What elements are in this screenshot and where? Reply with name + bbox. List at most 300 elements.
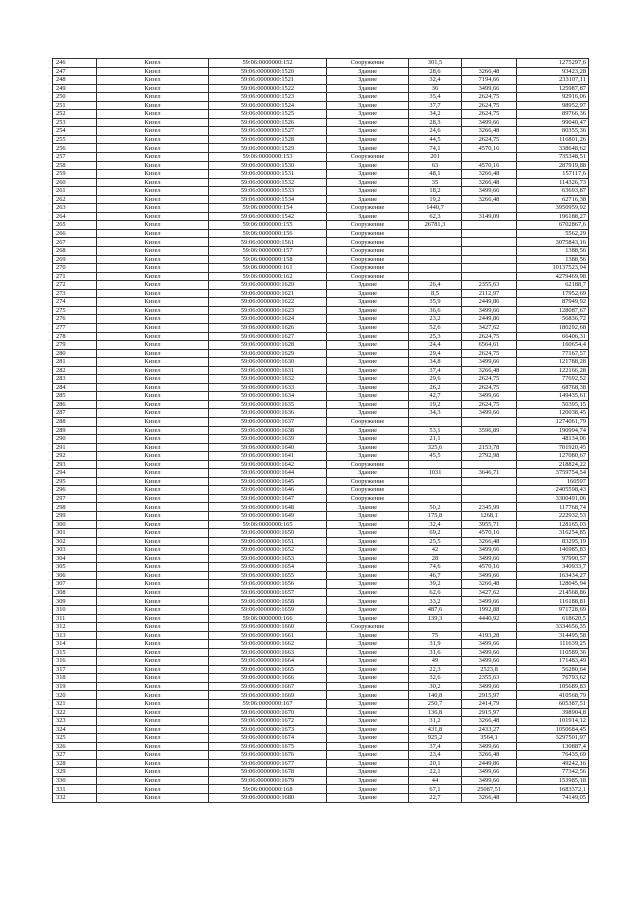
table-row — [53, 67, 589, 76]
cadastral-value-cell: 127080,67 — [517, 452, 589, 461]
cadastral-value-cell: 80355,36 — [517, 127, 589, 136]
cadastral-value-cell: 3950959,92 — [517, 204, 589, 213]
cadastral-value-cell: 74149,05 — [517, 794, 589, 803]
unit-rate-cell: 2414,79 — [462, 700, 517, 709]
cadastral-number-cell: 59:06:0000000:161 — [209, 264, 327, 273]
cadastral-number-cell: 59:06:0000000:1638 — [209, 426, 327, 435]
cadastral-value-cell: 153985,18 — [517, 776, 589, 785]
cadastral-value-cell: 77342,56 — [517, 768, 589, 777]
row-number-cell: 271 — [53, 272, 97, 281]
cadastral-value-cell: 105689,83 — [517, 682, 589, 691]
object-type-cell: Сооружение — [327, 221, 409, 230]
object-type-cell: Здание — [327, 537, 409, 546]
cadastral-number-cell: 59:06:0000000:1637 — [209, 417, 327, 426]
cadastral-number-cell: 59:06:0000000:1641 — [209, 452, 327, 461]
object-type-cell: Сооружение — [327, 272, 409, 281]
area-cell — [409, 247, 462, 256]
cadastral-value-cell: 125987,87 — [517, 84, 589, 93]
object-type-cell: Здание — [327, 631, 409, 640]
cadastral-value-cell: 149435,61 — [517, 392, 589, 401]
table-row — [53, 708, 589, 717]
object-type-cell: Здание — [327, 383, 409, 392]
unit-rate-cell: 3499,66 — [462, 648, 517, 657]
unit-rate-cell: 2624,75 — [462, 135, 517, 144]
unit-rate-cell: 1268,1 — [462, 511, 517, 520]
cadastral-value-cell: 214568,86 — [517, 588, 589, 597]
cadastral-value-cell: 3075843,16 — [517, 238, 589, 247]
locality-cell: Кизел — [97, 435, 209, 444]
object-type-cell: Здание — [327, 135, 409, 144]
area-cell: 48,1 — [409, 170, 462, 179]
locality-cell: Кизел — [97, 486, 209, 495]
unit-rate-cell: 2112,97 — [462, 289, 517, 298]
unit-rate-cell: 2624,75 — [462, 400, 517, 409]
table-body — [53, 59, 589, 803]
cadastral-value-cell: 122166,28 — [517, 366, 589, 375]
row-number-cell: 265 — [53, 221, 97, 230]
cadastral-number-cell: 59:06:0000000:156 — [209, 229, 327, 238]
table-row — [53, 272, 589, 281]
unit-rate-cell: 3499,66 — [462, 768, 517, 777]
area-cell: 67,1 — [409, 785, 462, 794]
object-type-cell: Сооружение — [327, 153, 409, 162]
cadastral-value-cell: 735348,51 — [517, 153, 589, 162]
cadastral-number-cell: 59:06:0000000:165 — [209, 520, 327, 529]
table-row — [53, 537, 589, 546]
object-type-cell: Сооружение — [327, 264, 409, 273]
object-type-cell: Здание — [327, 742, 409, 751]
area-cell: 44 — [409, 776, 462, 785]
area-cell: 30,2 — [409, 682, 462, 691]
cadastral-number-cell: 59:06:0000000:1628 — [209, 341, 327, 350]
table-row — [53, 238, 589, 247]
locality-cell: Кизел — [97, 93, 209, 102]
locality-cell: Кизел — [97, 794, 209, 803]
cadastral-value-cell: 196188,27 — [517, 212, 589, 221]
cadastral-number-cell: 59:06:0000000:153 — [209, 153, 327, 162]
locality-cell: Кизел — [97, 118, 209, 127]
locality-cell: Кизел — [97, 751, 209, 760]
cadastral-value-cell: 66406,31 — [517, 332, 589, 341]
object-type-cell: Здание — [327, 93, 409, 102]
locality-cell: Кизел — [97, 546, 209, 555]
locality-cell: Кизел — [97, 238, 209, 247]
unit-rate-cell: 2355,63 — [462, 281, 517, 290]
locality-cell: Кизел — [97, 614, 209, 623]
row-number-cell: 257 — [53, 153, 97, 162]
object-type-cell: Сооружение — [327, 255, 409, 264]
row-number-cell: 246 — [53, 59, 97, 68]
unit-rate-cell: 3499,66 — [462, 392, 517, 401]
row-number-cell: 292 — [53, 452, 97, 461]
cadastral-value-cell: 128087,67 — [517, 306, 589, 315]
locality-cell: Кизел — [97, 511, 209, 520]
cadastral-number-cell: 59:06:0000000:1656 — [209, 580, 327, 589]
row-number-cell: 255 — [53, 135, 97, 144]
cadastral-number-cell: 59:06:0000000:1632 — [209, 375, 327, 384]
cadastral-number-cell: 59:06:0000000:1674 — [209, 734, 327, 743]
locality-cell: Кизел — [97, 400, 209, 409]
cadastral-value-cell: 6702867,6 — [517, 221, 589, 230]
table-row — [53, 546, 589, 555]
table-row — [53, 153, 589, 162]
locality-cell: Кизел — [97, 597, 209, 606]
cadastral-value-cell: 117768,74 — [517, 503, 589, 512]
locality-cell: Кизел — [97, 84, 209, 93]
cadastral-value-cell: 4279469,98 — [517, 272, 589, 281]
cadastral-number-cell: 59:06:0000000:1665 — [209, 665, 327, 674]
row-number-cell: 275 — [53, 306, 97, 315]
table-row — [53, 426, 589, 435]
locality-cell: Кизел — [97, 648, 209, 657]
object-type-cell: Здание — [327, 281, 409, 290]
cadastral-value-cell: 1274061,79 — [517, 417, 589, 426]
cadastral-value-cell: 17952,69 — [517, 289, 589, 298]
area-cell: 201 — [409, 153, 462, 162]
row-number-cell: 281 — [53, 358, 97, 367]
area-cell: 36,6 — [409, 306, 462, 315]
unit-rate-cell: 3499,66 — [462, 118, 517, 127]
area-cell: 49 — [409, 657, 462, 666]
row-number-cell: 330 — [53, 776, 97, 785]
locality-cell: Кизел — [97, 623, 209, 632]
unit-rate-cell: 2792,98 — [462, 452, 517, 461]
unit-rate-cell: 2355,63 — [462, 674, 517, 683]
unit-rate-cell: 2624,75 — [462, 110, 517, 119]
table-row — [53, 358, 589, 367]
object-type-cell: Здание — [327, 700, 409, 709]
unit-rate-cell: 3499,66 — [462, 84, 517, 93]
object-type-cell: Здание — [327, 118, 409, 127]
cadastral-value-cell: 410568,79 — [517, 691, 589, 700]
row-number-cell: 302 — [53, 537, 97, 546]
table-row — [53, 144, 589, 153]
table-row — [53, 520, 589, 529]
table-row — [53, 503, 589, 512]
unit-rate-cell: 3499,66 — [462, 657, 517, 666]
row-number-cell: 290 — [53, 435, 97, 444]
table-row — [53, 486, 589, 495]
locality-cell: Кизел — [97, 759, 209, 768]
row-number-cell: 303 — [53, 546, 97, 555]
locality-cell: Кизел — [97, 281, 209, 290]
table-row — [53, 435, 589, 444]
locality-cell: Кизел — [97, 195, 209, 204]
cadastral-number-cell: 59:06:0000000:1640 — [209, 443, 327, 452]
locality-cell: Кизел — [97, 161, 209, 170]
row-number-cell: 254 — [53, 127, 97, 136]
object-type-cell: Сооружение — [327, 477, 409, 486]
table-row — [53, 127, 589, 136]
table-row — [53, 571, 589, 580]
table-row — [53, 375, 589, 384]
locality-cell: Кизел — [97, 665, 209, 674]
cadastral-value-cell: 605387,51 — [517, 700, 589, 709]
cadastral-number-cell: 59:06:0000000:158 — [209, 255, 327, 264]
object-type-cell: Здание — [327, 409, 409, 418]
table-row — [53, 443, 589, 452]
table-row — [53, 614, 589, 623]
locality-cell: Кизел — [97, 341, 209, 350]
object-type-cell: Здание — [327, 563, 409, 572]
unit-rate-cell: 2345,99 — [462, 503, 517, 512]
locality-cell: Кизел — [97, 332, 209, 341]
object-type-cell: Здание — [327, 759, 409, 768]
property-register-sheet — [52, 58, 588, 803]
row-number-cell: 300 — [53, 520, 97, 529]
row-number-cell: 249 — [53, 84, 97, 93]
table-row — [53, 315, 589, 324]
area-cell: 431,8 — [409, 725, 462, 734]
area-cell: 37,4 — [409, 742, 462, 751]
row-number-cell: 314 — [53, 640, 97, 649]
area-cell: 32,6 — [409, 674, 462, 683]
object-type-cell: Здание — [327, 426, 409, 435]
area-cell: 74,1 — [409, 144, 462, 153]
cadastral-value-cell: 50395,15 — [517, 400, 589, 409]
cadastral-number-cell: 59:06:0000000:1673 — [209, 725, 327, 734]
cadastral-value-cell: 48134,06 — [517, 435, 589, 444]
area-cell — [409, 272, 462, 281]
table-row — [53, 306, 589, 315]
row-number-cell: 293 — [53, 460, 97, 469]
row-number-cell: 301 — [53, 529, 97, 538]
locality-cell: Кизел — [97, 255, 209, 264]
cadastral-number-cell: 59:06:0000000:1631 — [209, 366, 327, 375]
locality-cell: Кизел — [97, 153, 209, 162]
cadastral-value-cell: 68768,38 — [517, 383, 589, 392]
table-row — [53, 751, 589, 760]
locality-cell: Кизел — [97, 366, 209, 375]
cadastral-number-cell: 59:06:0000000:1642 — [209, 460, 327, 469]
area-cell: 26,4 — [409, 281, 462, 290]
locality-cell: Кизел — [97, 580, 209, 589]
cadastral-number-cell: 59:06:0000000:1533 — [209, 187, 327, 196]
row-number-cell: 259 — [53, 170, 97, 179]
area-cell: 23,2 — [409, 315, 462, 324]
table-row — [53, 511, 589, 520]
area-cell: 20,1 — [409, 759, 462, 768]
object-type-cell: Здание — [327, 298, 409, 307]
area-cell: 28 — [409, 554, 462, 563]
object-type-cell: Сооружение — [327, 229, 409, 238]
row-number-cell: 315 — [53, 648, 97, 657]
object-type-cell: Здание — [327, 597, 409, 606]
cadastral-number-cell: 59:06:0000000:1644 — [209, 469, 327, 478]
cadastral-value-cell: 218824,22 — [517, 460, 589, 469]
cadastral-value-cell: 1388,56 — [517, 255, 589, 264]
table-row — [53, 759, 589, 768]
object-type-cell: Здание — [327, 195, 409, 204]
area-cell: 26,2 — [409, 383, 462, 392]
table-row — [53, 298, 589, 307]
locality-cell: Кизел — [97, 170, 209, 179]
cadastral-number-cell: 59:06:0000000:1678 — [209, 768, 327, 777]
table-row — [53, 400, 589, 409]
area-cell: 34,2 — [409, 110, 462, 119]
object-type-cell: Сооружение — [327, 623, 409, 632]
area-cell: 75 — [409, 631, 462, 640]
area-cell: 50,2 — [409, 503, 462, 512]
cadastral-number-cell: 59:06:0000000:1639 — [209, 435, 327, 444]
unit-rate-cell: 3427,62 — [462, 588, 517, 597]
table-row — [53, 178, 589, 187]
area-cell: 26781,3 — [409, 221, 462, 230]
area-cell: 31,2 — [409, 717, 462, 726]
unit-rate-cell: 7194,66 — [462, 76, 517, 85]
object-type-cell: Здание — [327, 606, 409, 615]
table-row — [53, 657, 589, 666]
row-number-cell: 294 — [53, 469, 97, 478]
cadastral-number-cell: 59:06:0000000:1521 — [209, 76, 327, 85]
cadastral-number-cell: 59:06:0000000:1561 — [209, 238, 327, 247]
table-row — [53, 204, 589, 213]
row-number-cell: 311 — [53, 614, 97, 623]
cadastral-number-cell: 59:06:0000000:1677 — [209, 759, 327, 768]
row-number-cell: 322 — [53, 708, 97, 717]
locality-cell: Кизел — [97, 67, 209, 76]
cadastral-value-cell: 5562,29 — [517, 229, 589, 238]
area-cell: 325,6 — [409, 443, 462, 452]
cadastral-value-cell: 1050684,45 — [517, 725, 589, 734]
unit-rate-cell: 3499,66 — [462, 742, 517, 751]
object-type-cell: Здание — [327, 682, 409, 691]
area-cell: 136,8 — [409, 708, 462, 717]
unit-rate-cell: 3266,48 — [462, 195, 517, 204]
area-cell: 39,2 — [409, 580, 462, 589]
cadastral-number-cell: 59:06:0000000:1680 — [209, 794, 327, 803]
cadastral-value-cell: 618620,5 — [517, 614, 589, 623]
locality-cell: Кизел — [97, 674, 209, 683]
area-cell: 487,6 — [409, 606, 462, 615]
area-cell: 1440,7 — [409, 204, 462, 213]
locality-cell: Кизел — [97, 691, 209, 700]
row-number-cell: 309 — [53, 597, 97, 606]
cadastral-value-cell: 163434,27 — [517, 571, 589, 580]
area-cell: 175,8 — [409, 511, 462, 520]
row-number-cell: 256 — [53, 144, 97, 153]
cadastral-value-cell: 114326,73 — [517, 178, 589, 187]
row-number-cell: 286 — [53, 400, 97, 409]
unit-rate-cell: 4570,16 — [462, 563, 517, 572]
unit-rate-cell: 3499,66 — [462, 546, 517, 555]
locality-cell: Кизел — [97, 426, 209, 435]
row-number-cell: 324 — [53, 725, 97, 734]
table-row — [53, 588, 589, 597]
area-cell — [409, 494, 462, 503]
unit-rate-cell — [462, 417, 517, 426]
locality-cell: Кизел — [97, 144, 209, 153]
unit-rate-cell: 3646,71 — [462, 469, 517, 478]
cadastral-number-cell: 59:06:0000000:1667 — [209, 682, 327, 691]
row-number-cell: 306 — [53, 571, 97, 580]
table-row — [53, 212, 589, 221]
table-row — [53, 332, 589, 341]
table-row — [53, 247, 589, 256]
object-type-cell: Здание — [327, 375, 409, 384]
row-number-cell: 299 — [53, 511, 97, 520]
locality-cell: Кизел — [97, 204, 209, 213]
cadastral-value-cell: 130887,4 — [517, 742, 589, 751]
unit-rate-cell: 2624,75 — [462, 93, 517, 102]
unit-rate-cell: 3266,48 — [462, 127, 517, 136]
locality-cell: Кизел — [97, 409, 209, 418]
cadastral-number-cell: 59:06:0000000:1624 — [209, 315, 327, 324]
locality-cell: Кизел — [97, 631, 209, 640]
cadastral-value-cell: 3297501,97 — [517, 734, 589, 743]
cadastral-value-cell: 63693,87 — [517, 187, 589, 196]
cadastral-value-cell: 77167,57 — [517, 349, 589, 358]
area-cell: 250,7 — [409, 700, 462, 709]
area-cell: 925,2 — [409, 734, 462, 743]
table-row — [53, 76, 589, 85]
unit-rate-cell: 2915,97 — [462, 708, 517, 717]
cadastral-number-cell: 59:06:0000000:1645 — [209, 477, 327, 486]
object-type-cell: Здание — [327, 67, 409, 76]
unit-rate-cell: 6564,61 — [462, 341, 517, 350]
cadastral-value-cell: 97990,57 — [517, 554, 589, 563]
cadastral-value-cell: 99040,47 — [517, 118, 589, 127]
locality-cell: Кизел — [97, 59, 209, 68]
table-row — [53, 606, 589, 615]
row-number-cell: 313 — [53, 631, 97, 640]
locality-cell: Кизел — [97, 101, 209, 110]
cadastral-number-cell: 59:06:0000000:162 — [209, 272, 327, 281]
object-type-cell: Здание — [327, 400, 409, 409]
cadastral-value-cell: 93423,28 — [517, 67, 589, 76]
locality-cell: Кизел — [97, 785, 209, 794]
row-number-cell: 272 — [53, 281, 97, 290]
cadastral-value-cell: 92916,06 — [517, 93, 589, 102]
cadastral-value-cell: 190994,74 — [517, 426, 589, 435]
area-cell: 37,7 — [409, 101, 462, 110]
cadastral-value-cell: 98952,97 — [517, 101, 589, 110]
table-row — [53, 717, 589, 726]
cadastral-value-cell: 77692,52 — [517, 375, 589, 384]
object-type-cell: Здание — [327, 144, 409, 153]
unit-rate-cell: 2449,86 — [462, 315, 517, 324]
row-number-cell: 269 — [53, 255, 97, 264]
row-number-cell: 320 — [53, 691, 97, 700]
row-number-cell: 266 — [53, 229, 97, 238]
table-row — [53, 170, 589, 179]
locality-cell: Кизел — [97, 469, 209, 478]
row-number-cell: 248 — [53, 76, 97, 85]
unit-rate-cell: 2624,75 — [462, 375, 517, 384]
locality-cell: Кизел — [97, 127, 209, 136]
locality-cell: Кизел — [97, 708, 209, 717]
object-type-cell: Здание — [327, 674, 409, 683]
cadastral-number-cell: 59:06:0000000:1635 — [209, 400, 327, 409]
area-cell: 23,4 — [409, 751, 462, 760]
table-row — [53, 161, 589, 170]
locality-cell: Кизел — [97, 110, 209, 119]
table-row — [53, 580, 589, 589]
unit-rate-cell: 2915,97 — [462, 691, 517, 700]
cadastral-value-cell: 1388,56 — [517, 247, 589, 256]
table-row — [53, 349, 589, 358]
locality-cell: Кизел — [97, 76, 209, 85]
row-number-cell: 287 — [53, 409, 97, 418]
object-type-cell: Здание — [327, 776, 409, 785]
object-type-cell: Здание — [327, 708, 409, 717]
cadastral-value-cell: 56836,72 — [517, 315, 589, 324]
locality-cell: Кизел — [97, 554, 209, 563]
cadastral-value-cell: 116801,26 — [517, 135, 589, 144]
object-type-cell: Здание — [327, 469, 409, 478]
object-type-cell: Сооружение — [327, 460, 409, 469]
cadastral-number-cell: 59:06:0000000:1525 — [209, 110, 327, 119]
